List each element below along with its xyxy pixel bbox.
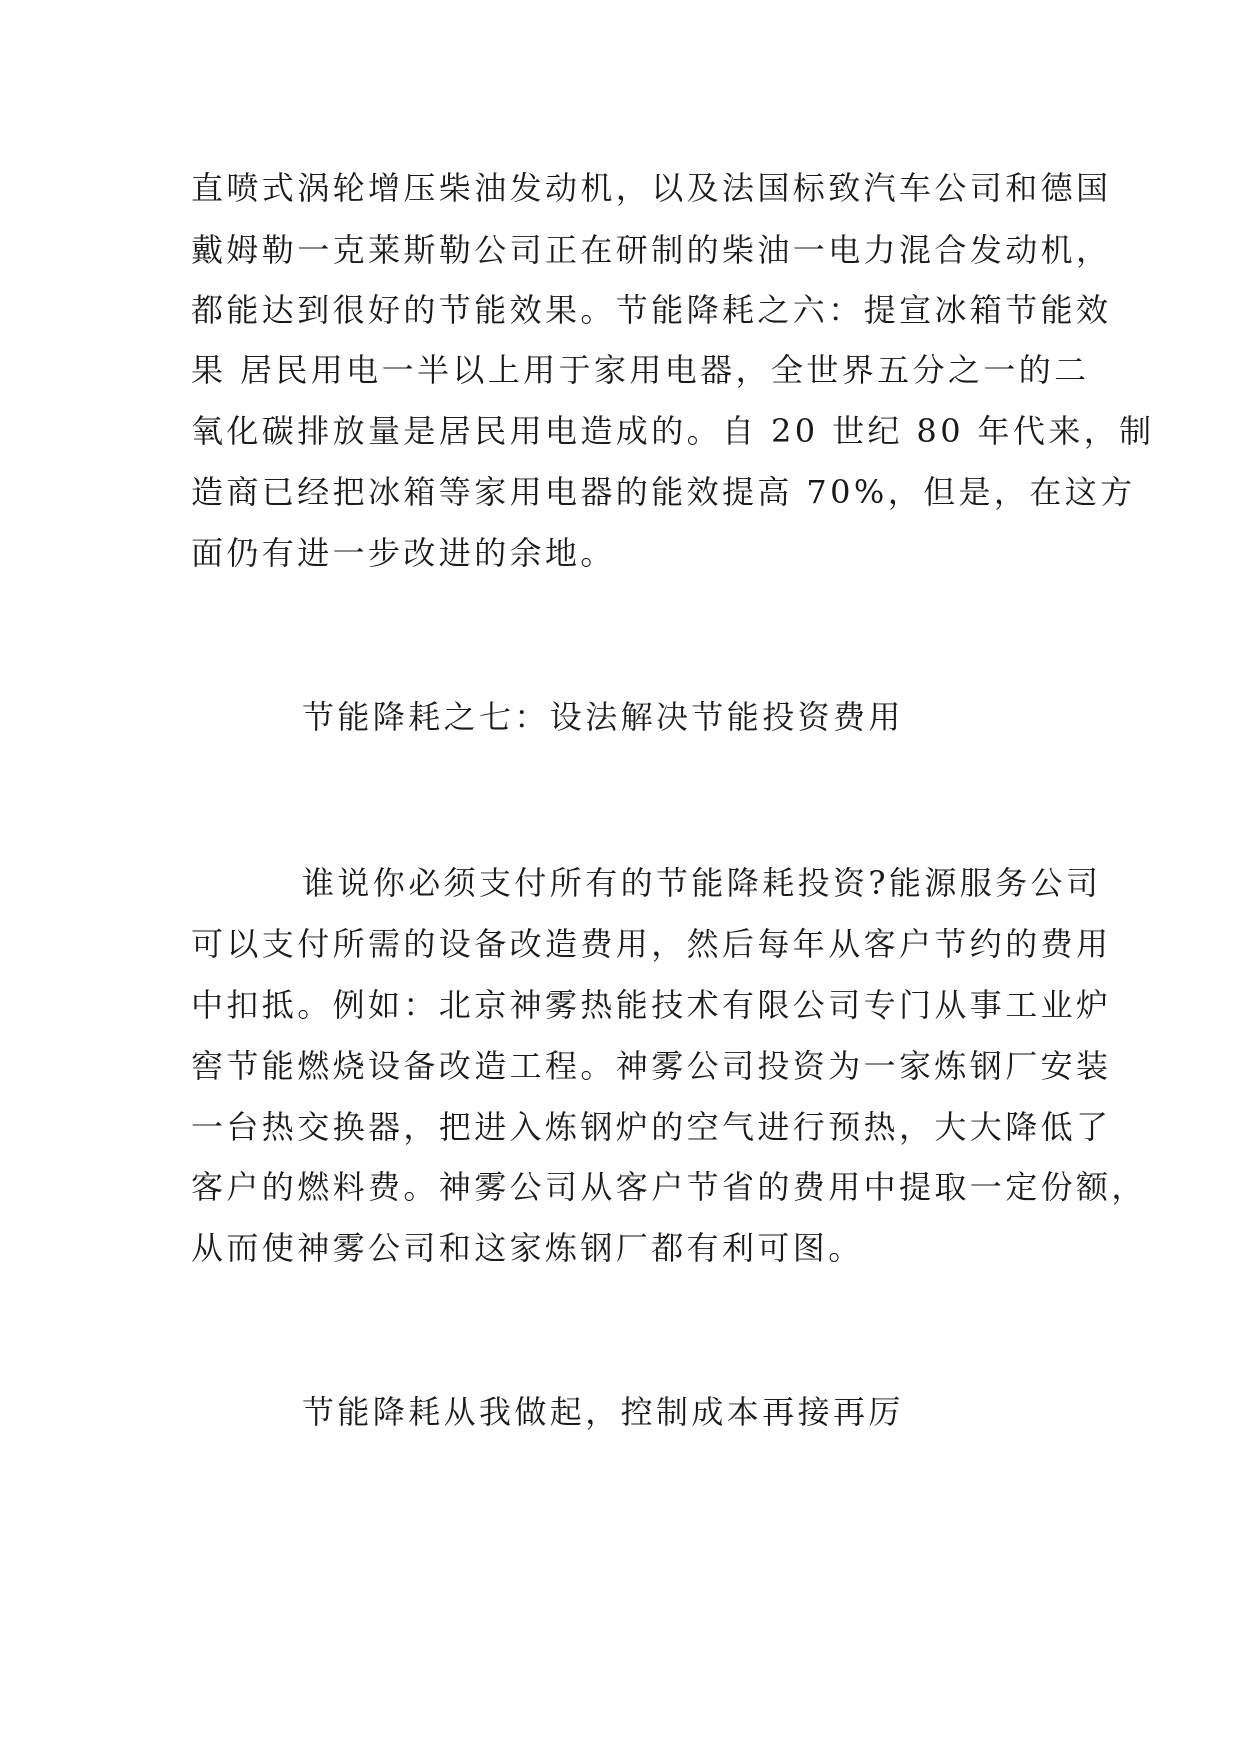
- paragraph-2-line: 窖节能燃烧设备改造工程。神雾公司投资为一家炼钢厂安装: [191, 1047, 1112, 1085]
- paragraph-1-line: 都能达到很好的节能效果。节能降耗之六：提宣冰箱节能效: [191, 291, 1112, 329]
- paragraph-1-line: 直喷式涡轮增压柴油发动机，以及法国标致汽车公司和德国: [191, 169, 1112, 207]
- paragraph-1-line: 氧化碳排放量是居民用电造成的。自 20 世纪 80 年代来，制: [191, 412, 1155, 450]
- section-heading: 节能降耗之七：设法解决节能投资费用: [302, 698, 904, 736]
- paragraph-2-line: 中扣抵。例如：北京神雾热能技术有限公司专门从事工业炉: [191, 986, 1112, 1024]
- paragraph-2-line: 谁说你必须支付所有的节能降耗投资?能源服务公司: [302, 864, 1102, 902]
- paragraph-2-line: 可以支付所需的设备改造费用，然后每年从客户节约的费用: [191, 925, 1112, 963]
- paragraph-2-line: 从而使神雾公司和这家炼钢厂都有利可图。: [191, 1229, 864, 1267]
- paragraph-1-line: 面仍有进一步改进的余地。: [191, 534, 616, 572]
- closing-line: 节能降耗从我做起，控制成本再接再厉: [302, 1393, 904, 1431]
- paragraph-2-line: 客户的燃料费。神雾公司从客户节省的费用中提取一定份额，: [191, 1168, 1147, 1206]
- paragraph-1-line: 造商已经把冰箱等家用电器的能效提高 70%，但是，在这方: [191, 473, 1136, 511]
- paragraph-1-line: 果 居民用电一半以上用于家用电器，全世界五分之一的二: [191, 351, 1090, 389]
- paragraph-2-line: 一台热交换器，把进入炼钢炉的空气进行预热，大大降低了: [191, 1108, 1112, 1146]
- paragraph-1-line: 戴姆勒一克莱斯勒公司正在研制的柴油一电力混合发动机，: [191, 231, 1112, 269]
